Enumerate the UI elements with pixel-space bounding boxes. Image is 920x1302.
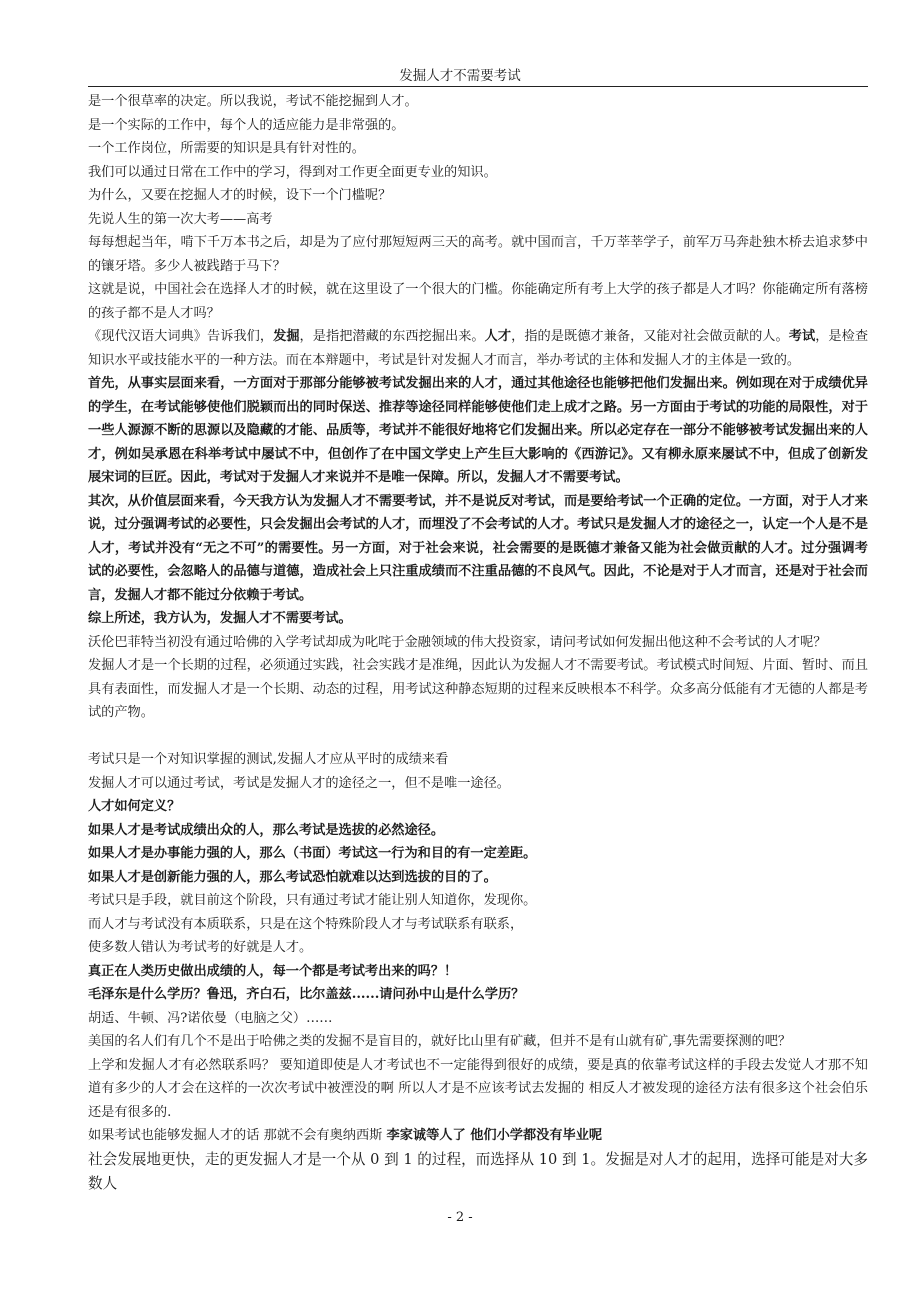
paragraph: 是一个很草率的决定。所以我说，考试不能挖掘到人才。 — [88, 94, 418, 109]
paragraph: 考试只是手段，就目前这个阶段，只有通过考试才能让别人知道你，发现你。 — [88, 893, 537, 908]
paragraph: 胡适、牛顿、冯?诺依曼（电脑之父）…… — [88, 1010, 333, 1026]
bold-paragraph: 如果人才是考试成绩出众的人，那么考试是选拔的必然途径。 — [88, 822, 445, 838]
text-run: ，是检查知识水平或技能水平的一种方法。而在本辩题中，考试是针对发掘人才而言，举办考试的主体和发掘人才的主体是一致的。 — [88, 329, 869, 368]
bold-paragraph: 人才如何定义？ — [88, 799, 181, 814]
paragraph: 一个工作岗位，所需要的知识是具有针对性的。 — [88, 141, 365, 156]
paragraph: 上学和发掘人才有必然联系吗？ 要知道即使是人才考试也不一定能得到很好的成绩，要是真的依靠考试这样的手段去发觉人才那不知道有多少的人才会在这样的一次次考试中被湮没的啊 所以人才是不应该考试去发掘的 相反人才被发现的途径方法有很多这个社会伯乐还是有很多的. — [88, 1057, 868, 1120]
term-kaoshi: 考试 — [788, 329, 816, 344]
paragraph: 使多数人错认为考试考的好就是人才。 — [88, 940, 313, 955]
paragraph: 每每想起当年，啃下千万本书之后，却是为了应付那短短两三天的高考。就中国而言，千万莘莘学子，前军万马奔赴独木桥去追求梦中的镶牙塔。多少人被践踏于马下？ — [88, 235, 868, 274]
conclusion-paragraph: 综上所述，我方认为，发掘人才不需要考试。 — [88, 611, 352, 626]
paragraph: 发掘人才可以通过考试，考试是发掘人才的途径之一，但不是唯一途径。 — [88, 775, 510, 791]
bold-paragraph: 首先，从事实层面来看，一方面对于那部分能够被考试发掘出来的人才，通过其他途径也能够把他们发掘出来。例如现在对于成绩优异的学生，在考试能够使他们脱颖而出的同时保送、推荐等途径同样能够使他们走上成才之路。另一方面由于考试的功能的局限性，对于一些人源源不断的思源以及隐藏的才能、品质等，考试并不能很好地将它们发掘出来。所以必定存在一部分不能够被考试发掘出来的人才，例如吴承恩在科举考试中屡试不中，但创作了在中国文学史上产生巨大影响的《西游记》。又有柳永原来屡试不中，但成了创新发展宋词的巨匠。因此，考试对于发掘人才来说并不是唯一保障。所以，发掘人才不需要考试。 — [88, 376, 868, 485]
paragraph: 美国的名人们有几个不是出于哈佛之类的发掘不是盲目的，就好比山里有矿藏，但并不是有山就有矿,事先需要探测的吧？ — [88, 1034, 792, 1049]
bold-paragraph: 如果人才是办事能力强的人，那么（书面）考试这一行为和目的有一定差距。 — [88, 846, 537, 861]
paragraph: 发掘人才是一个长期的过程，必须通过实践，社会实践才是准绳，因此认为发掘人才不需要考试。考试模式时间短、片面、暂时、而且具有表面性，而发掘人才是一个长期、动态的过程，用考试这种静态短期的过程来反映根本不科学。众多高分低能有才无德的人都是考试的产物。 — [88, 658, 868, 720]
paragraph: 这就是说，中国社会在选择人才的时候，就在这里设了一个很大的门槛。你能确定所有考上大学的孩子都是人才吗？你能确定所有落榜的孩子都不是人才吗？ — [88, 282, 868, 321]
blank-line — [88, 725, 868, 749]
bold-paragraph: 其次，从价值层面来看，今天我方认为发掘人才不需要考试，并不是说反对考试，而是要给考试一个正确的定位。一方面，对于人才来说，过分强调考试的必要性，只会发掘出会考试的人才，而埋没了不会考试的人才。考试只是发掘人才的途径之一，认定一个人是不是人才，考试并没有“无之不可”的需要性。另一方面，对于社会来说，社会需要的是既德才兼备又能为社会做贡献的人才。过分强调考试的必要性，会忽略人的品德与道德，造成社会上只注重成绩而不注重品德的不良风气。因此，不论是对于人才而言，还是对于社会而言，发掘人才都不能过分依赖于考试。 — [88, 493, 868, 603]
bold-run: 李家诚等人了 他们小学都没有毕业呢 — [386, 1128, 603, 1143]
page-header: 发掘人才不需要考试 — [399, 68, 521, 84]
paragraph: 社会发展地更快，走的更发掘人才是一个从 0 到 1 的过程，而选择从 10 到 1。发掘是对人才的起用，选择可能是对大多数人 — [88, 1150, 868, 1192]
text-run: ，指的是既德才兼备，又能对社会做贡献的人。 — [511, 329, 789, 344]
term-rencai: 人才 — [484, 329, 512, 344]
definition-paragraph — [88, 325, 868, 372]
text-run: 《现代汉语大词典》告诉我们， — [88, 329, 274, 344]
bold-paragraph: 如果人才是创新能力强的人，那么考试恐怕就难以达到选拔的目的了。 — [88, 869, 497, 885]
bold-paragraph: 真正在人类历史做出成绩的人，每一个都是考试考出来的吗？！ — [88, 963, 458, 979]
paragraph: 而人才与考试没有本质联系，只是在这个特殊阶段人才与考试联系有联系， — [88, 916, 524, 932]
text-run: 如果考试也能够发掘人才的话 那就不会有奥纳西斯 — [88, 1128, 387, 1143]
term-faju: 发掘 — [273, 329, 300, 344]
mixed-paragraph — [88, 1124, 868, 1148]
paragraph: 沃伦巴菲特当初没有通过哈佛的入学考试却成为叱咤于金融领域的伟大投资家，请问考试如何发掘出他这种不会考试的人才呢？ — [88, 634, 827, 650]
paragraph: 是一个实际的工作中，每个人的适应能力是非常强的。 — [88, 117, 405, 133]
paragraph: 为什么，又要在挖掘人才的时候，设下一个门槛呢？ — [88, 188, 392, 203]
bold-paragraph: 毛泽东是什么学历？鲁迅，齐白石，比尔盖兹......请问孙中山是什么学历？ — [88, 987, 525, 1002]
paragraph: 考试只是一个对知识掌握的测试,发掘人才应从平时的成绩来看 — [88, 752, 449, 767]
text-run: ，是指把潜藏的东西挖掘出来。 — [299, 329, 485, 344]
document-body — [88, 90, 868, 1196]
paragraph: 我们可以通过日常在工作中的学习，得到对工作更全面更专业的知识。 — [88, 164, 497, 180]
paragraph: 先说人生的第一次大考——高考 — [88, 211, 273, 227]
page-number: - 2 - — [447, 1210, 473, 1225]
header-divider — [88, 86, 868, 87]
